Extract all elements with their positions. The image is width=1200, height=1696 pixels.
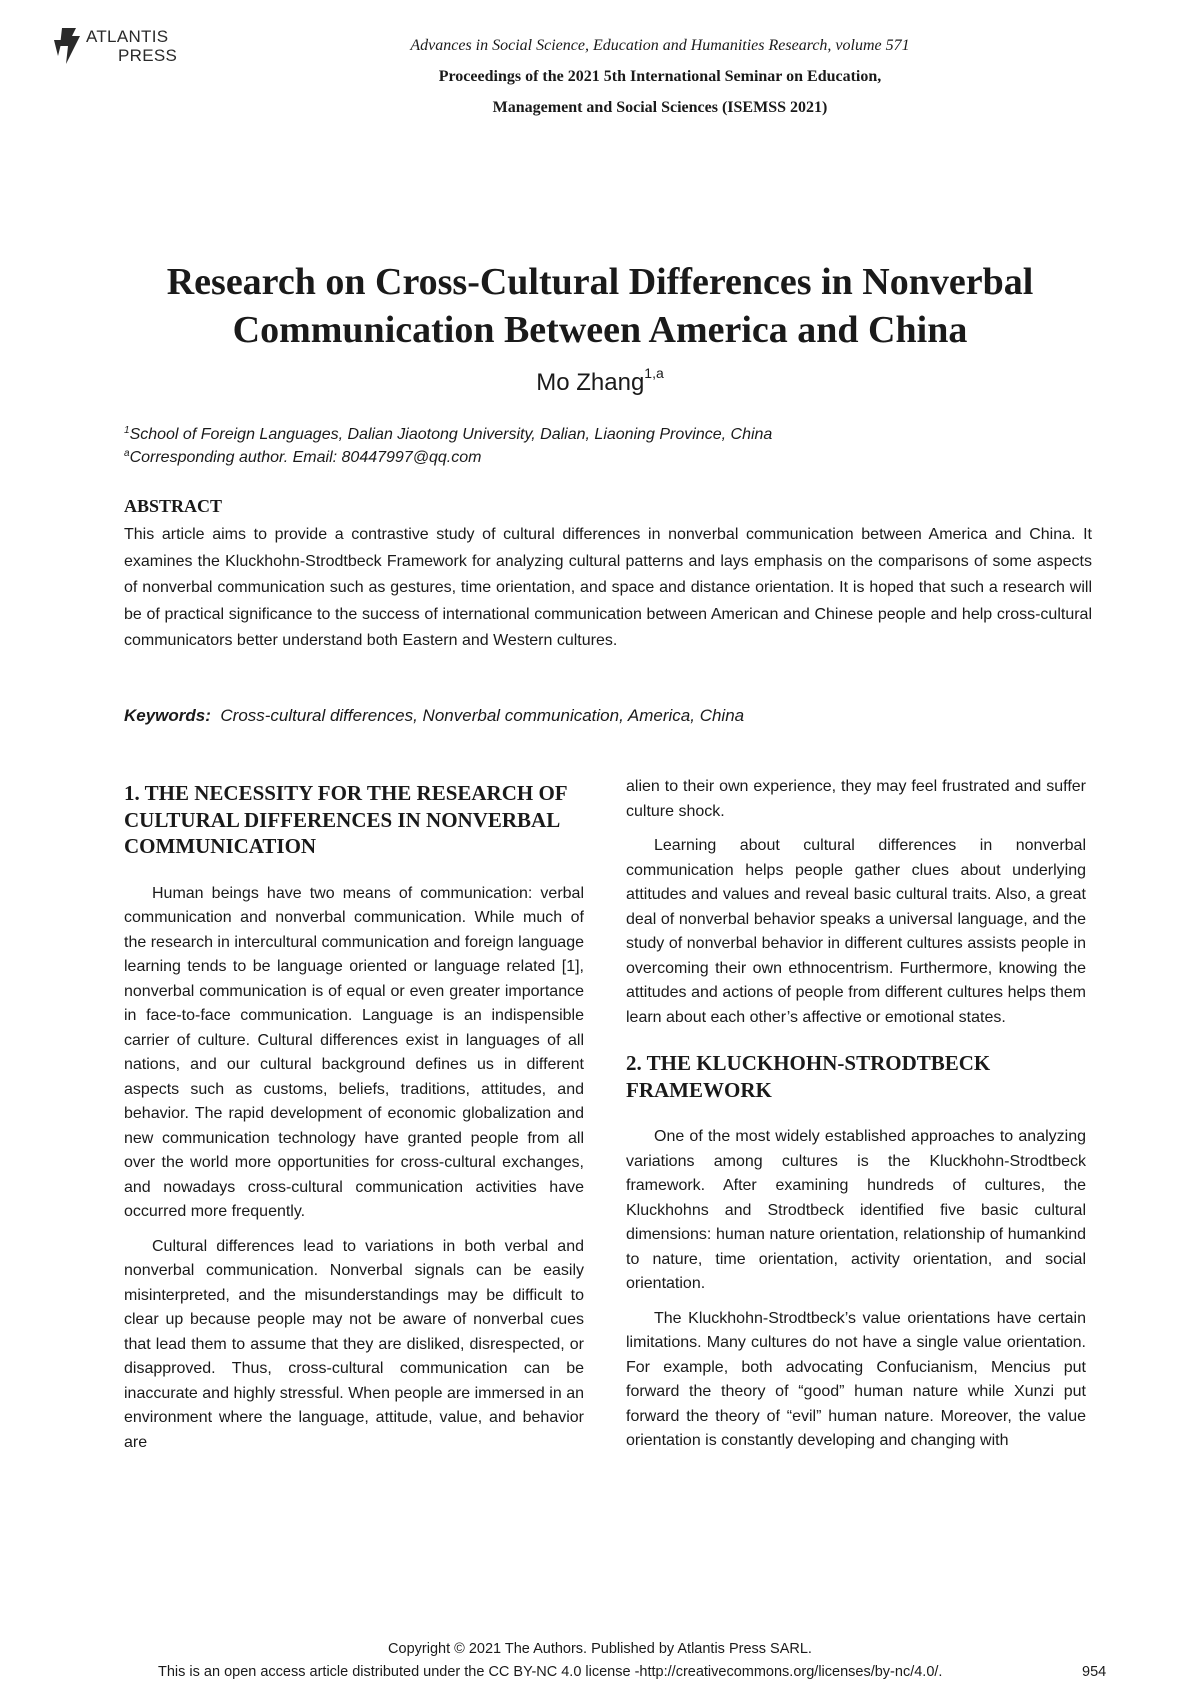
atlantis-logo-icon: [52, 26, 84, 66]
keywords: [124, 706, 1092, 726]
corresponding-author: [124, 448, 481, 467]
paragraph: Human beings have two means of communication: verbal communication and nonverbal communication. While much of the research in intercultural communication and foreign language learning tends to be language oriented or language related [1], nonverbal communication is of equal or even greater importance in face-to-face communication. Language is an indispensible carrier of culture. Cultural differences exist in languages of all nations, and our cultural background defines us in different aspects such as customs, beliefs, traditions, attitudes, and behavior. The rapid development of economic globalization and new communication technology have granted people from all over the world more opportunities for cross-cultural exchanges, and nowadays cross-cultural communication activities have occurred more frequently.: [124, 884, 584, 1220]
publisher-logo: [52, 26, 192, 70]
proceedings-line-2: Management and Social Sciences (ISEMSS 2021): [492, 99, 828, 116]
corresponding-text: Corresponding author. Email: 80447997@qq.com: [129, 449, 482, 466]
page-number: 954: [1082, 1664, 1107, 1680]
license-line: This is an open access article distributed under the CC BY-NC 4.0 license -http://creativecommons.org/licenses/by-nc/4.0/.: [158, 1664, 943, 1680]
paragraph: One of the most widely established approaches to analyzing variations among cultures is the Kluckhohn-Strodtbeck framework. After examining hundreds of cultures, the Kluckhohns and Strodtbeck identified five basic cultural dimensions: human nature orientation, relationship of humankind to nature, time orientation, activity orientation, and social orientation.: [626, 1128, 1086, 1292]
author: [60, 365, 1140, 397]
keywords-label: Keywords:: [124, 706, 211, 725]
right-column: [626, 775, 1086, 1464]
logo-text-press: PRESS: [118, 46, 178, 65]
affiliation: [124, 425, 772, 444]
paper-title-line-2: Communication Between America and China: [232, 309, 968, 351]
abstract-heading: ABSTRACT: [124, 496, 223, 516]
affiliation-superscript: 1: [124, 425, 130, 436]
corresponding-superscript: a: [124, 448, 130, 459]
author-name: Mo Zhang: [536, 369, 645, 396]
paper-title: [60, 258, 1140, 354]
paragraph: The Kluckhohn-Strodtbeck’s value orientations have certain limitations. Many cultures do not have a single value orientation. For example, both advocating Confucianism, Mencius put forward the theory of “good” human nature while Xunzi put forward the theory of “evil” human nature. Moreover, the value orientation is constantly developing and changing with: [626, 1309, 1086, 1449]
section-1-heading: 1. THE NECESSITY FOR THE RESEARCH OF CULTURAL DIFFERENCES IN NONVERBAL COMMUNICATION: [124, 781, 567, 858]
section-2-heading: 2. THE KLUCKHOHN-STRODTBECK FRAMEWORK: [626, 1051, 991, 1102]
left-column: [124, 780, 584, 1465]
paragraph-continued: alien to their own experience, they may feel frustrated and suffer culture shock.: [626, 778, 1086, 820]
keywords-value: Cross-cultural differences, Nonverbal communication, America, China: [220, 706, 745, 725]
paragraph: Cultural differences lead to variations in both verbal and nonverbal communication. Nonverbal signals can be easily misinterpreted, and the misunderstandings may be difficult to clear up because people may not be aware of nonverbal cues that lead them to assume that they are disliked, disrespected, or disapproved. Thus, cross-cultural communication can be inaccurate and highly stressful. When people are immersed in an environment where the language, attitude, value, and behavior are: [124, 1237, 584, 1451]
affiliation-text: School of Foreign Languages, Dalian Jiaotong University, Dalian, Liaoning Province, China: [129, 426, 773, 443]
paragraph: Learning about cultural differences in nonverbal communication helps people gather clues about underlying attitudes and values and reveal basic cultural traits. Also, a great deal of nonverbal behavior speaks a universal language, and the study of nonverbal behavior in different cultures assists people in overcoming their own ethnocentrism. Furthermore, knowing the attitudes and actions of people from different cultures helps them learn about each other’s affective or emotional states.: [626, 837, 1086, 1026]
series-title: Advances in Social Science, Education and Humanities Research, volume 571: [410, 37, 910, 54]
abstract-text: This article aims to provide a contrastive study of cultural differences in nonverbal communication between America and China. It examines the Kluckhohn-Strodtbeck Framework for analyzing cultural patterns and lays emphasis on the comparisons of some aspects of nonverbal communication such as gestures, time orientation, and space and distance orientation. It is hoped that such a research will be of practical significance to the success of international communication between American and Chinese people and help cross-cultural communicators better understand both Eastern and Western cultures.: [124, 526, 1092, 649]
proceedings-line-1: Proceedings of the 2021 5th International Seminar on Education,: [438, 68, 882, 85]
paper-title-line-1: Research on Cross-Cultural Differences in Nonverbal: [166, 261, 1034, 303]
logo-text-atlantis: ATLANTIS: [86, 27, 169, 46]
copyright-line: Copyright © 2021 The Authors. Published by Atlantis Press SARL.: [388, 1641, 812, 1657]
author-superscript: 1,a: [644, 365, 664, 381]
